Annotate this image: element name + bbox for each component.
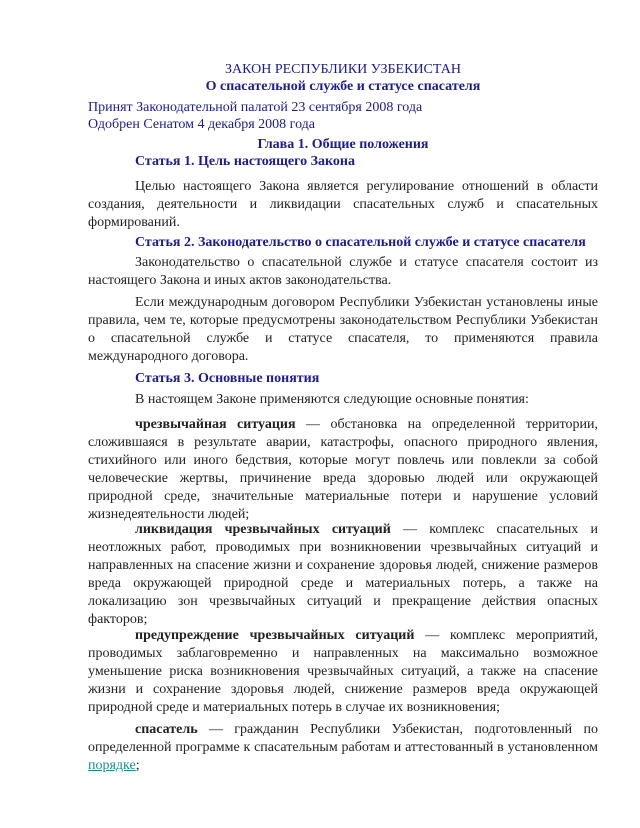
term-definition: — комплекс мероприятий, проводимых заблаговременно и направленных на максимально возможное уменьшение риска возникновения чрезвычайных ситуаций, а также на спасение жизни и сохранение здоровья людей, снижение размеров вреда окружающей природной среде и материальных потерь в случае их возникновения; <box>88 628 598 715</box>
term-label: спасатель <box>135 722 198 737</box>
term-definition: — гражданин Республики Узбекистан, подготовленный по определенной программе к спасательным работам и аттестованный в установленном <box>88 722 598 755</box>
article-1-title: Статья 1. Цель настоящего Закона <box>135 154 355 169</box>
term-liquidation <box>88 521 598 629</box>
law-subtitle: О спасательной службе и статусе спасателя <box>205 79 481 94</box>
chapter-title: Глава 1. Общие положения <box>257 137 429 152</box>
article-2-title: Статья 2. Законодательство о спасательной службе и статусе спасателя <box>135 235 586 250</box>
term-label: чрезвычайная ситуация <box>135 417 296 432</box>
term-definition: — комплекс спасательных и неотложных работ, проводимых при возникновении чрезвычайных ситуаций и направленных на спасение жизни и сохранение здоровья людей, снижение размеров вреда окружающей природной среде и материальных потерь, а также на локализацию зон чрезвычайных ситуаций и прекращение действия опасных факторов; <box>88 522 598 627</box>
approved-line: Одобрен Сенатом 4 декабря 2008 года <box>88 117 316 132</box>
article-2-paragraph-1: Законодательство о спасательной службе и статусе спасателя состоит из настоящего Закона и иных актов законодательства. <box>88 255 598 288</box>
term-definition: — обстановка на определенной территории, сложившаяся в результате аварии, катастрофы, опасного природного явления, стихийного или иного бедствия, которые могут повлечь или повлекли за собой человеческие жертвы, причинение вреда здоровью людей или окружающей природной среде, значительные материальные потери и нарушение условий жизнедеятельности людей; <box>88 417 598 522</box>
term-label: предупреждение чрезвычайных ситуаций <box>135 628 415 643</box>
article-1-paragraph: Целью настоящего Закона является регулирование отношений в области создания, деятельности и ликвидации спасательных служб и спасательных формирований. <box>88 179 598 230</box>
article-3-intro: В настоящем Законе применяются следующие основные понятия: <box>135 392 529 407</box>
adopted-line: Принят Законодательной палатой 23 сентября 2008 года <box>88 100 423 115</box>
term-label: ликвидация чрезвычайных ситуаций <box>135 522 391 537</box>
article-3-title: Статья 3. Основные понятия <box>135 371 320 386</box>
term-emergency <box>88 416 598 524</box>
term-tail: ; <box>135 758 140 773</box>
term-prevention <box>88 627 598 717</box>
article-2-paragraph-2: Если международным договором Республики Узбекистан установлены иные правила, чем те, которые предусмотрены законодательством Республики Узбекистан о спасательной службе и статусе спасателя, то применяются правила международного договора. <box>88 295 598 364</box>
term-rescuer <box>88 721 598 775</box>
law-title: ЗАКОН РЕСПУБЛИКИ УЗБЕКИСТАН <box>225 62 461 77</box>
procedure-link[interactable]: порядке <box>88 758 136 773</box>
